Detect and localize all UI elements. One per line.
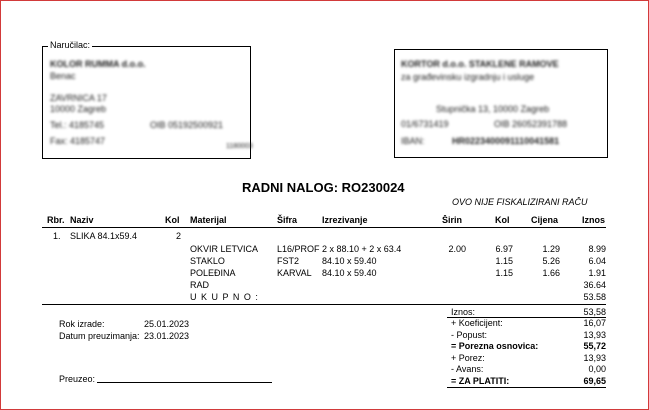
row-cijena: 1.66	[542, 268, 560, 278]
total-rule	[447, 387, 606, 388]
summary-value: 16,07	[583, 318, 606, 328]
signature-line	[97, 382, 272, 383]
issuer-oib: OIB 26052391788	[494, 119, 568, 129]
summary-value: 53,58	[583, 307, 606, 317]
col-sifra: Šifra	[277, 215, 298, 225]
row-iznos: 8.99	[588, 244, 606, 254]
summary-value: 55,72	[583, 341, 606, 351]
rok-label: Rok izrade:	[59, 319, 105, 329]
item-kol: 2	[176, 231, 182, 241]
summary-value: 13,93	[583, 330, 606, 340]
col-naziv: Naziv	[70, 215, 94, 225]
summary-label: + Porez:	[451, 353, 485, 363]
summary-label: = ZA PLATITI:	[451, 376, 510, 386]
row-kol: 1.15	[495, 268, 513, 278]
issuer-sub: za građevinsku izgradnju i usluge	[401, 72, 535, 82]
row-materijal: OKVIR LETVICA	[190, 244, 259, 254]
row-materijal: STAKLO	[190, 256, 225, 266]
summary-label: - Popust:	[451, 330, 488, 340]
issuer-address: Stupnička 13, 10000 Zagreb	[436, 104, 550, 114]
col-cijena: Cijena	[531, 215, 559, 225]
row-kol: 1.15	[495, 256, 513, 266]
item-naziv: SLIKA 84.1x59.4	[70, 231, 138, 241]
col-rbr: Rbr.	[47, 215, 65, 225]
summary-label: - Avans:	[451, 364, 484, 374]
client-city: 10000 Zagreb	[50, 104, 107, 114]
row-iznos: 36.64	[583, 280, 606, 290]
row-sifra: FST2	[277, 256, 300, 266]
col-kol2: Kol	[495, 215, 510, 225]
header-rule	[42, 227, 606, 228]
col-sirina: Širin	[442, 215, 463, 225]
summary-value: 0,00	[588, 364, 606, 374]
summary-value: 69,65	[583, 376, 606, 386]
client-oib: OIB 05192500921	[150, 120, 224, 130]
summary-label: Iznos:	[451, 307, 476, 317]
row-iznos: 53.58	[583, 292, 606, 302]
preuzeo-label: Preuzeo:	[59, 374, 96, 384]
row-materijal: RAD	[190, 280, 210, 290]
row-sifra: L16/PROF	[277, 244, 320, 254]
row-materijal: POLEĐINA	[190, 268, 236, 278]
row-cijena: 5.26	[542, 256, 560, 266]
client-name: KOLOR RUMMA d.o.o.	[50, 59, 146, 69]
document-title: RADNI NALOG: RO230024	[242, 180, 405, 195]
issuer-iban-label: IBAN:	[401, 136, 425, 146]
fiscal-note: OVO NIJE FISKALIZIRANI RAČU	[452, 197, 588, 207]
row-sirina: 2.00	[448, 244, 466, 254]
table-bottom-rule	[42, 304, 606, 305]
row-iznos: 1.91	[588, 268, 606, 278]
issuer-iban: HR0223400091110041581	[452, 136, 560, 146]
issuer-name: KORTOR d.o.o. STAKLENE RAMOVE	[401, 59, 559, 69]
row-sifra: KARVAL	[277, 268, 312, 278]
rok-value: 25.01.2023	[144, 319, 190, 329]
summary-label: + Koeficijent:	[451, 318, 503, 328]
client-sub: Benac	[50, 71, 76, 81]
col-materijal: Materijal	[190, 215, 227, 225]
row-izrezivanje: 84.10 x 59.40	[322, 256, 377, 266]
col-kol: Kol	[165, 215, 180, 225]
row-kol: 6.97	[495, 244, 513, 254]
col-iznos: Iznos	[582, 215, 606, 225]
row-materijal: U K U P N O :	[190, 292, 259, 302]
row-izrezivanje: 2 x 88.10 + 2 x 63.4	[322, 244, 402, 254]
summary-label: = Porezna osnovica:	[451, 341, 539, 351]
col-izrezivanje: Izrezivanje	[322, 215, 368, 225]
preuzimanje-label: Datum preuzimanja:	[59, 331, 140, 341]
summary-value: 13,93	[583, 353, 606, 363]
client-code: 1180003	[226, 143, 253, 150]
client-tel: Tel.: 4185745	[50, 120, 105, 130]
client-label: Naručilac:	[50, 40, 91, 50]
issuer-phone: 01/6731419	[401, 119, 449, 129]
item-rbr: 1.	[53, 231, 61, 241]
row-iznos: 6.04	[588, 256, 606, 266]
row-izrezivanje: 84.10 x 59.40	[322, 268, 377, 278]
client-street: ZAVRNICA 17	[50, 93, 107, 103]
row-cijena: 1.29	[542, 244, 560, 254]
preuzimanje-value: 23.01.2023	[144, 331, 190, 341]
client-fax: Fax: 4185747	[50, 136, 106, 146]
